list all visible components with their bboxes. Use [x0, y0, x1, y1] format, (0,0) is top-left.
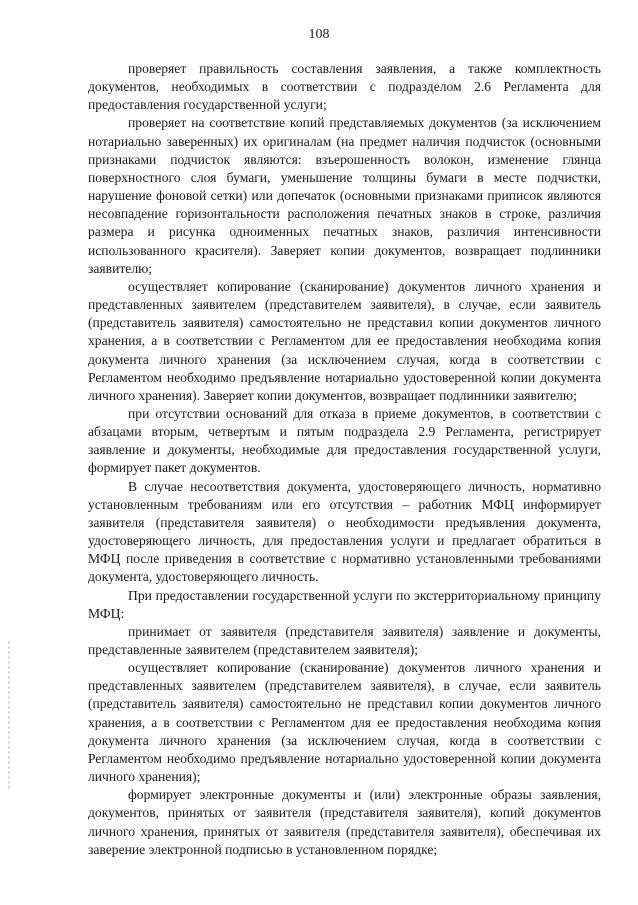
- page-number: 108: [308, 27, 330, 42]
- paragraph: проверяет правильность составления заявления, а также комплектность документов, необходимых в соответствии с подразделом 2.6 Регламента для предоставления государственной услуги;: [88, 61, 601, 113]
- paragraph: При предоставлении государственной услуги по экстерриториальному принципу МФЦ:: [88, 587, 601, 621]
- paragraph: осуществляет копирование (сканирование) документов личного хранения и представленных заявителем (представителем заявителя), в случае, если заявитель (представитель заявителя) самостоятельно не представил копии документов личного хранения, а в соответствии с Регламентом для ее предоставления необходима копия документа личного хранения (за исключением случая, когда в соответствии с Регламентом необходимо предъявление нотариально удостоверенной копии документа личного хранения);: [88, 660, 601, 785]
- paragraph: формирует электронные документы и (или) электронные образы заявления, документов, принятых от заявителя (представителя заявителя), копий документов личного хранения, принятых от заявителя (представителя заявителя), обеспечивая их заверение электронной подписью в установленном порядке;: [88, 787, 601, 857]
- document-body: [88, 60, 601, 859]
- paragraph: осуществляет копирование (сканирование) документов личного хранения и представленных заявителем (представителем заявителя), в случае, если заявитель (представитель заявителя) самостоятельно не представил копии документов личного хранения, а в соответствии с Регламентом для ее предоставления необходима копия документа личного хранения (за исключением случая, когда в соответствии с Регламентом необходимо предъявление нотариально удостоверенной копии документа личного хранения). Заверяет копии документов, возвращает подлинники заявителю;: [88, 278, 601, 403]
- paragraph: при отсутствии оснований для отказа в приеме документов, в соответствии с абзацами вторым, четвертым и пятым подраздела 2.9 Регламента, регистрирует заявление и документы, необходимые для предоставления государственной услуги, формирует пакет документов.: [88, 405, 601, 476]
- paragraph: принимает от заявителя (представителя заявителя) заявление и документы, представленные заявителем (представителем заявителя);: [88, 623, 601, 657]
- paragraph: проверяет на соответствие копий представляемых документов (за исключением нотариально заверенных) их оригиналам (на предмет наличия подчисток (основными признаками подчисток являются: взъерошенность волокон, изменение глянца поверхностного слоя бумаги, уменьшение толщины бумаги в месте подчистки, нарушение фоновой сетки) или допечаток (основными признаками приписок являются несовпадение горизонтальности расположения печатных знаков в строке, различия размера и рисунка одноименных печатных знаков, различия интенсивности использованного красителя). Заверяет копии документов, возвращает подлинники заявителю;: [88, 115, 601, 276]
- paragraph: В случае несоответствия документа, удостоверяющего личность, нормативно установленным требованиям или его отсутствия – работник МФЦ информирует заявителя (представителя заявителя) о необходимости предъявления документа, удостоверяющего личность, для предоставления услуги и предлагает обратиться в МФЦ после приведения в соответствие с нормативно установленными требованиями документа, удостоверяющего личность.: [88, 478, 601, 585]
- scan-margin-artifact: [8, 640, 10, 790]
